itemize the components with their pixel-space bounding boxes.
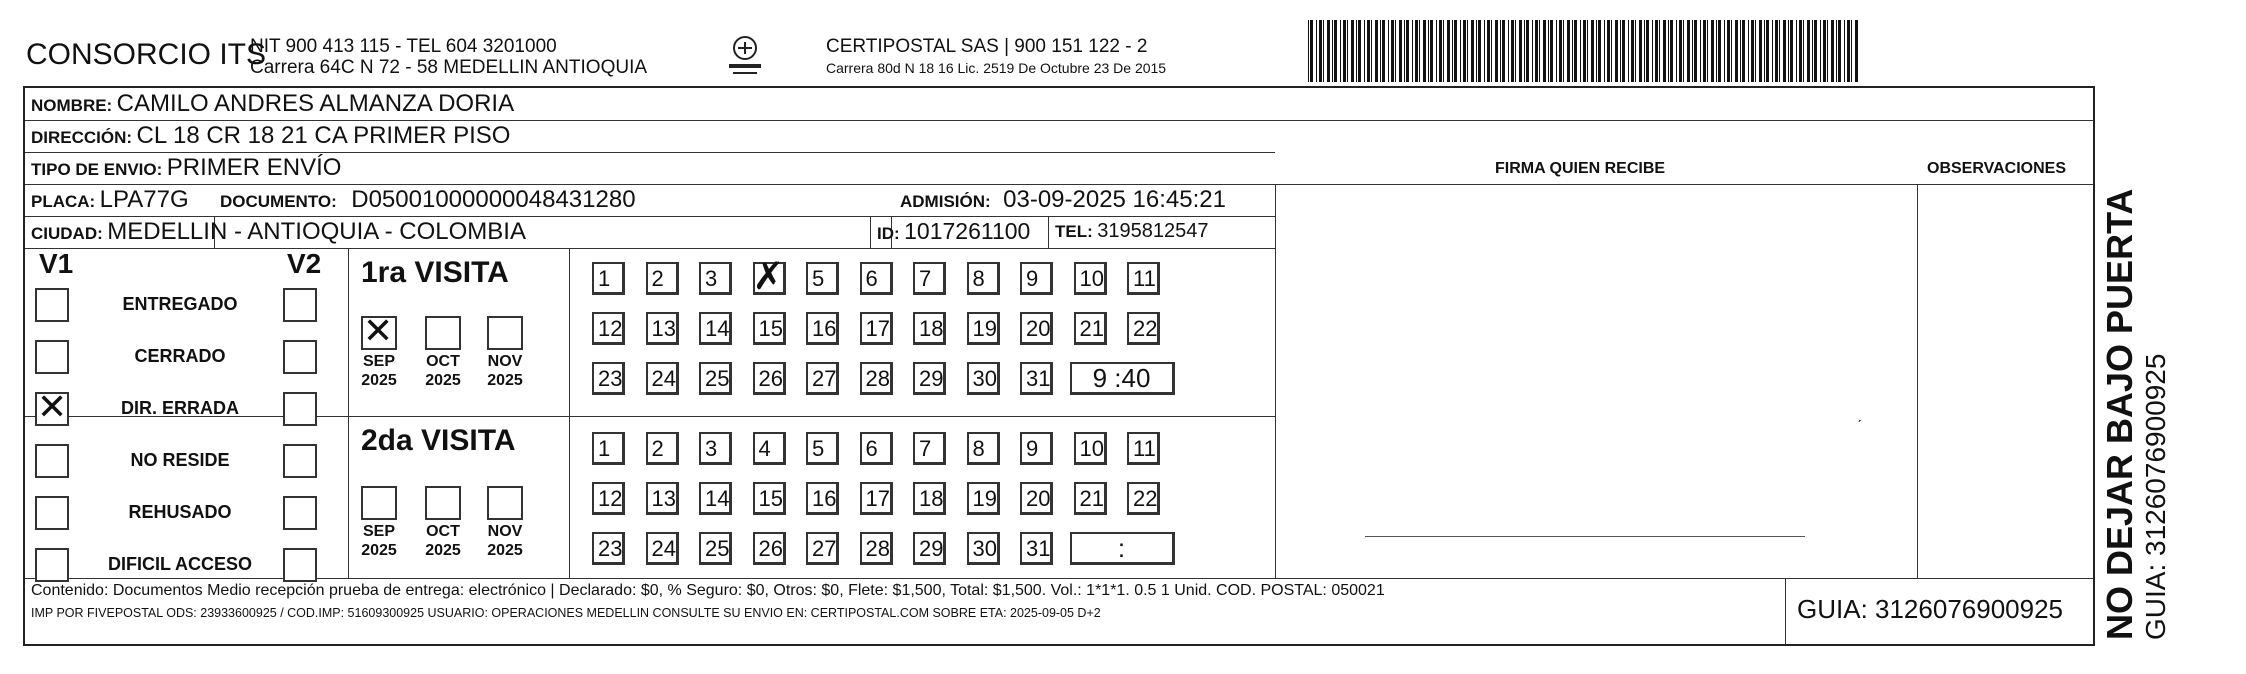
day-box[interactable]: 2	[646, 432, 679, 465]
barcode-bar	[1539, 20, 1540, 82]
carrier-address: Carrera 80d N 18 16 Lic. 2519 De Octubre 23 De 2015	[826, 60, 1167, 76]
barcode-bar	[1519, 20, 1522, 82]
month-checkbox[interactable]	[425, 316, 461, 350]
barcode-bar	[1670, 20, 1673, 82]
day-box[interactable]: 1	[592, 432, 625, 465]
day-box[interactable]: 14	[699, 482, 732, 515]
barcode-bar	[1731, 20, 1732, 82]
status-label: NO RESIDE	[130, 450, 230, 470]
shipping-type-row	[31, 154, 341, 182]
day-box[interactable]: 12	[592, 482, 625, 515]
day-box[interactable]: 10	[1074, 262, 1107, 295]
day-box[interactable]: 6	[860, 432, 893, 465]
barcode-bar	[1628, 20, 1629, 82]
v1-checkbox[interactable]	[35, 288, 69, 322]
shipping-type-label: TIPO DE ENVIO:	[31, 160, 163, 179]
barcode-bar	[1316, 20, 1317, 82]
barcode-bar	[1851, 20, 1852, 82]
nit-line: NIT 900 413 115 - TEL 604 3201000	[250, 36, 557, 57]
barcode-bar	[1404, 20, 1405, 82]
barcode-bar	[1532, 20, 1533, 82]
barcode-bar	[1814, 20, 1817, 82]
v2-checkbox[interactable]	[283, 444, 317, 478]
day-box[interactable]: 3	[699, 432, 732, 465]
id-cell	[877, 218, 1030, 245]
address-line: Carrera 64C N 72 - 58 MEDELLIN ANTIOQUIA	[250, 57, 648, 78]
day-box[interactable]: 29	[913, 362, 946, 395]
barcode-bar	[1740, 20, 1741, 82]
month-label: OCT	[426, 523, 460, 540]
day-box[interactable]: 23	[592, 532, 625, 565]
day-box[interactable]: 24	[646, 362, 679, 395]
barcode-bar	[1310, 20, 1313, 82]
barcode-bar	[1491, 20, 1492, 82]
day-box[interactable]: 20	[1020, 482, 1053, 515]
status-label: CERRADO	[134, 346, 226, 366]
plate-label: PLACA:	[31, 192, 96, 211]
barcode-bar	[1583, 20, 1586, 82]
day-box[interactable]: 24	[646, 532, 679, 565]
day-box[interactable]: 28	[860, 362, 893, 395]
barcode-bar	[1436, 20, 1437, 82]
barcode-bar	[1622, 20, 1625, 82]
v1-checkbox[interactable]	[35, 496, 69, 530]
day-box[interactable]: 8	[967, 262, 1000, 295]
barcode-bar	[1371, 20, 1372, 82]
day-box[interactable]: 9	[1020, 432, 1053, 465]
barcode-bar	[1364, 20, 1365, 82]
side-guia: GUIA: 3126076900925	[2140, 353, 2171, 640]
v1-checkbox[interactable]	[35, 340, 69, 374]
address-row	[31, 122, 510, 150]
day-box[interactable]: 9	[1020, 262, 1053, 295]
barcode-bar	[1572, 20, 1573, 82]
day-box[interactable]: 27	[806, 362, 839, 395]
month-label: NOV	[487, 523, 523, 540]
barcode-bar	[1419, 20, 1420, 82]
barcode-bar	[1515, 20, 1516, 82]
barcode-bar	[1620, 20, 1621, 82]
barcode-bar	[1550, 20, 1553, 82]
barcode-bar	[1655, 20, 1658, 82]
barcode-bar	[1748, 20, 1749, 82]
handwritten-x-mark: ✕	[37, 387, 68, 428]
barcode-bar	[1836, 20, 1837, 82]
year-label: 2025	[487, 542, 523, 559]
barcode-bar	[1735, 20, 1738, 82]
month-checkbox[interactable]	[487, 316, 523, 350]
barcode-bar	[1478, 20, 1481, 82]
document-value: D05001000000048431280	[351, 186, 636, 213]
barcode-bar	[1574, 20, 1577, 82]
barcode-bar	[1334, 20, 1337, 82]
year-label: 2025	[361, 542, 397, 559]
day-box[interactable]: 12	[592, 312, 625, 345]
city-label: CIUDAD:	[31, 224, 103, 243]
day-box[interactable]: 30	[967, 532, 1000, 565]
barcode-bar	[1467, 20, 1468, 82]
barcode-bar	[1838, 20, 1841, 82]
year-label: 2025	[487, 372, 523, 389]
barcode-bar	[1635, 20, 1636, 82]
day-box[interactable]: 16	[806, 312, 839, 345]
barcode-bar	[1676, 20, 1677, 82]
barcode-bar	[1382, 20, 1385, 82]
day-box[interactable]: 20	[1020, 312, 1053, 345]
barcode-bar	[1367, 20, 1370, 82]
barcode-bar	[1343, 20, 1346, 82]
barcode-bar	[1308, 20, 1309, 82]
footer-guia: GUIA: 3126076900925	[1797, 594, 2063, 624]
barcode-bar	[1323, 20, 1324, 82]
barcode-bar	[1716, 20, 1717, 82]
v2-checkbox[interactable]	[283, 288, 317, 322]
barcode-bar	[1332, 20, 1333, 82]
day-box[interactable]: 7	[913, 432, 946, 465]
barcode-bar	[1548, 20, 1549, 82]
day-box[interactable]: 14	[699, 312, 732, 345]
day-box[interactable]: 17	[860, 312, 893, 345]
barcode-bar	[1783, 20, 1786, 82]
barcode-bar	[1679, 20, 1682, 82]
day-box[interactable]: 18	[913, 482, 946, 515]
tel-cell	[1055, 220, 1208, 243]
v1-header: V1	[39, 248, 74, 279]
barcode-bar	[1692, 20, 1693, 82]
barcode-bar	[1358, 20, 1361, 82]
barcode-bar	[1415, 20, 1418, 82]
barcode-bar	[1807, 20, 1810, 82]
barcode-bar	[1631, 20, 1634, 82]
barcode-bar	[1707, 20, 1708, 82]
admission-label: ADMISIÓN:	[900, 192, 991, 211]
day-box[interactable]: 8	[967, 432, 1000, 465]
barcode-bar	[1766, 20, 1769, 82]
barcode-bar	[1484, 20, 1485, 82]
barcode-bar	[1391, 20, 1394, 82]
city-value: MEDELLIN - ANTIOQUIA - COLOMBIA	[107, 218, 526, 245]
handwritten-x-mark: ✗	[752, 254, 785, 298]
admission-value: 03-09-2025 16:45:21	[1003, 186, 1226, 213]
barcode-bar	[1827, 20, 1828, 82]
company-info	[250, 36, 647, 78]
visit2-title: 2da VISITA	[361, 424, 516, 457]
day-box[interactable]: 5	[806, 262, 839, 295]
name-label: NOMBRE:	[31, 96, 113, 115]
barcode-bar	[1454, 20, 1457, 82]
v1-checkbox[interactable]	[35, 548, 69, 582]
barcode-bar	[1471, 20, 1474, 82]
day-box[interactable]: 16	[806, 482, 839, 515]
barcode-bar	[1718, 20, 1721, 82]
barcode-bar	[1751, 20, 1754, 82]
plate-cell	[31, 186, 189, 214]
barcode-bar	[1611, 20, 1612, 82]
barcode-bar	[1439, 20, 1442, 82]
day-box[interactable]: 31	[1020, 362, 1053, 395]
day-box[interactable]: 21	[1074, 312, 1107, 345]
barcode-bar	[1663, 20, 1666, 82]
barcode-bar	[1659, 20, 1660, 82]
day-box[interactable]: 6	[860, 262, 893, 295]
barcode-bar	[1847, 20, 1850, 82]
barcode-bar	[1395, 20, 1396, 82]
day-box[interactable]: 11	[1127, 432, 1160, 465]
barcode-bar	[1683, 20, 1684, 82]
barcode-bar	[1319, 20, 1322, 82]
barcode-bar	[1855, 20, 1858, 82]
barcode-bar	[1487, 20, 1490, 82]
barcode-bar	[1646, 20, 1649, 82]
barcode-bar	[1668, 20, 1669, 82]
footer-print-line: IMP POR FIVEPOSTAL ODS: 23933600925 / COD.IMP: 51609300925 USUARIO: OPERACIONES MEDELLIN CONSULTE SU ENVIO EN: CERTIPOSTAL.COM SOBRE ETA: 2025-09-05 D+2	[31, 606, 1101, 620]
barcode-bar	[1755, 20, 1756, 82]
barcode-bar	[1844, 20, 1845, 82]
day-box[interactable]: 15	[753, 312, 786, 345]
barcode-bar	[1724, 20, 1725, 82]
company-name: CONSORCIO ITS	[26, 38, 267, 71]
barcode-bar	[1772, 20, 1773, 82]
shipping-type-value: PRIMER ENVÍO	[166, 154, 342, 181]
day-box[interactable]: 13	[646, 482, 679, 515]
status-label: REHUSADO	[128, 502, 232, 522]
barcode-bar	[1452, 20, 1453, 82]
side-warning: NO DEJAR BAJO PUERTA	[2099, 188, 2140, 640]
barcode-bar	[1598, 20, 1601, 82]
name-row	[31, 90, 514, 118]
document-cell	[220, 186, 636, 214]
address-value: CL 18 CR 18 21 CA PRIMER PISO	[136, 122, 511, 149]
barcode-bar	[1412, 20, 1413, 82]
carrier-line: CERTIPOSTAL SAS | 900 151 122 - 2	[826, 36, 1148, 57]
barcode-bar	[1500, 20, 1501, 82]
barcode-bar	[1615, 20, 1618, 82]
time-box[interactable]: 9 :40	[1070, 362, 1175, 395]
barcode-bar	[1502, 20, 1505, 82]
barcode-bar	[1820, 20, 1821, 82]
barcode-bar	[1687, 20, 1690, 82]
barcode-bar	[1356, 20, 1357, 82]
day-box[interactable]: 30	[967, 362, 1000, 395]
shipping-form	[23, 86, 2095, 646]
barcode-bar	[1347, 20, 1348, 82]
month-checkbox[interactable]	[487, 486, 523, 520]
barcode-bar	[1535, 20, 1538, 82]
day-box[interactable]: 22	[1127, 312, 1160, 345]
barcode-bar	[1700, 20, 1701, 82]
barcode-bar	[1524, 20, 1525, 82]
v2-checkbox[interactable]	[283, 340, 317, 374]
barcode-bar	[1607, 20, 1610, 82]
side-label	[2100, 189, 2172, 640]
barcode-bar	[1508, 20, 1509, 82]
plate-value: LPA77G	[99, 186, 189, 213]
barcode-bar	[1711, 20, 1714, 82]
status-label: DIR. ERRADA	[120, 398, 239, 418]
barcode-bar	[1703, 20, 1706, 82]
barcode-bar	[1823, 20, 1826, 82]
id-value: 1017261100	[904, 218, 1031, 244]
barcode-bar	[1430, 20, 1433, 82]
month-label: SEP	[362, 523, 395, 540]
day-box[interactable]: 26	[753, 532, 786, 565]
year-label: 2025	[425, 372, 461, 389]
day-box[interactable]: 1	[592, 262, 625, 295]
day-box[interactable]: 13	[646, 312, 679, 345]
barcode-bar	[1443, 20, 1444, 82]
name-value: CAMILO ANDRES ALMANZA DORIA	[116, 90, 515, 117]
v2-header: V2	[287, 248, 322, 279]
barcode-bar	[1460, 20, 1461, 82]
barcode-bar	[1604, 20, 1605, 82]
day-box[interactable]: 5	[806, 432, 839, 465]
barcode-bar	[1812, 20, 1813, 82]
month-label: NOV	[487, 353, 523, 370]
tel-value: 3195812547	[1097, 220, 1209, 242]
barcode-bar	[1831, 20, 1834, 82]
footer-content-line: Contenido: Documentos Medio recepción prueba de entrega: electrónico | Declarado: $0, % Seguro: $0, Otros: $0, Flete: $1,500, Total: $1,500. Vol.: 1*1*1. 0.5 1 Unid. COD. POSTAL: 050021	[31, 582, 1385, 599]
barcode-bar	[1759, 20, 1762, 82]
barcode-bar	[1580, 20, 1581, 82]
barcode	[1308, 20, 1858, 82]
month-label: SEP	[362, 353, 395, 370]
barcode-bar	[1652, 20, 1653, 82]
barcode-bar	[1587, 20, 1588, 82]
year-label: 2025	[425, 542, 461, 559]
barcode-bar	[1788, 20, 1789, 82]
document-label: DOCUMENTO:	[220, 192, 337, 211]
v1-checkbox[interactable]	[35, 444, 69, 478]
id-label: ID:	[877, 224, 900, 243]
certipostal-logo-icon	[725, 32, 765, 80]
day-box[interactable]: 11	[1127, 262, 1160, 295]
barcode-bar	[1351, 20, 1354, 82]
barcode-bar	[1556, 20, 1557, 82]
barcode-bar	[1803, 20, 1804, 82]
day-box[interactable]: 31	[1020, 532, 1053, 565]
barcode-bar	[1559, 20, 1562, 82]
day-box[interactable]: 28	[860, 532, 893, 565]
address-label: DIRECCIÓN:	[31, 128, 133, 147]
day-box[interactable]: 19	[967, 312, 1000, 345]
observations-header: OBSERVACIONES	[1927, 160, 2066, 177]
barcode-bar	[1375, 20, 1378, 82]
day-box[interactable]: 22	[1127, 482, 1160, 515]
signature-line	[1365, 536, 1805, 537]
handwritten-x-mark: ✕	[363, 311, 394, 352]
barcode-bar	[1727, 20, 1730, 82]
carrier-info	[826, 36, 1166, 78]
barcode-bar	[1796, 20, 1797, 82]
barcode-bar	[1543, 20, 1546, 82]
day-box[interactable]: 25	[699, 362, 732, 395]
barcode-bar	[1639, 20, 1642, 82]
city-cell	[31, 218, 526, 246]
barcode-bar	[1388, 20, 1389, 82]
month-label: OCT	[426, 353, 460, 370]
year-label: 2025	[361, 372, 397, 389]
barcode-bar	[1526, 20, 1529, 82]
barcode-bar	[1428, 20, 1429, 82]
barcode-bar	[1742, 20, 1745, 82]
day-box[interactable]: 27	[806, 532, 839, 565]
status-label: DIFICIL ACCESO	[107, 554, 252, 574]
barcode-bar	[1476, 20, 1477, 82]
barcode-bar	[1567, 20, 1570, 82]
day-box[interactable]: 18	[913, 312, 946, 345]
day-box[interactable]: 17	[860, 482, 893, 515]
barcode-bar	[1380, 20, 1381, 82]
barcode-bar	[1563, 20, 1564, 82]
barcode-bar	[1511, 20, 1514, 82]
day-box[interactable]: 4	[753, 432, 786, 465]
day-box[interactable]: 10	[1074, 432, 1107, 465]
barcode-bar	[1596, 20, 1597, 82]
barcode-bar	[1399, 20, 1402, 82]
v2-checkbox[interactable]	[283, 392, 317, 426]
day-box[interactable]: 15	[753, 482, 786, 515]
status-label: ENTREGADO	[122, 294, 238, 314]
visit1-title: 1ra VISITA	[361, 256, 509, 289]
barcode-bar	[1447, 20, 1450, 82]
time-box[interactable]: :	[1070, 532, 1175, 565]
barcode-bar	[1694, 20, 1697, 82]
month-checkbox[interactable]	[425, 486, 461, 520]
barcode-bar	[1406, 20, 1409, 82]
barcode-bar	[1327, 20, 1330, 82]
day-box[interactable]: 7	[913, 262, 946, 295]
barcode-bar	[1340, 20, 1341, 82]
barcode-bar	[1644, 20, 1645, 82]
barcode-bar	[1790, 20, 1793, 82]
barcode-bar	[1591, 20, 1594, 82]
day-box[interactable]: 25	[699, 532, 732, 565]
day-box[interactable]: 26	[753, 362, 786, 395]
barcode-bar	[1775, 20, 1778, 82]
barcode-bar	[1764, 20, 1765, 82]
barcode-bar	[1495, 20, 1498, 82]
signature-mark: ˏ	[1857, 406, 1862, 422]
v2-checkbox[interactable]	[283, 496, 317, 530]
day-box[interactable]: 29	[913, 532, 946, 565]
barcode-bar	[1779, 20, 1780, 82]
day-box[interactable]: 3	[699, 262, 732, 295]
barcode-bar	[1799, 20, 1802, 82]
barcode-bar	[1463, 20, 1466, 82]
day-box[interactable]: 21	[1074, 482, 1107, 515]
tel-label: TEL:	[1055, 222, 1093, 241]
month-checkbox[interactable]	[361, 486, 397, 520]
day-box[interactable]: 2	[646, 262, 679, 295]
barcode-bar	[1423, 20, 1426, 82]
day-box[interactable]: 19	[967, 482, 1000, 515]
admission-cell	[900, 186, 1226, 214]
signature-header: FIRMA QUIEN RECIBE	[1495, 160, 1666, 177]
v2-checkbox[interactable]	[283, 548, 317, 582]
day-box[interactable]: 23	[592, 362, 625, 395]
